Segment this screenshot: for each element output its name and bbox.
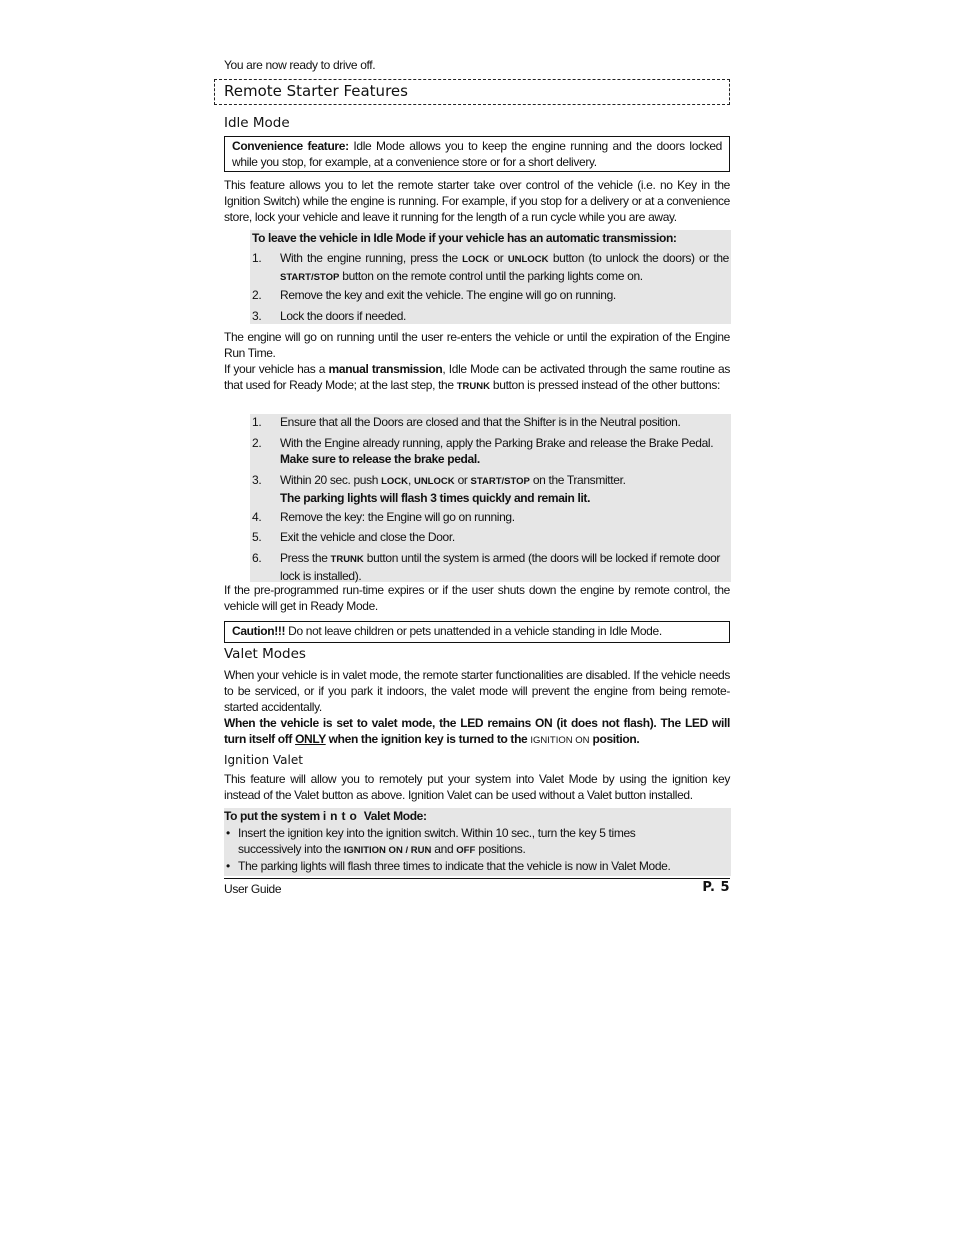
caution-label: Caution!!! bbox=[232, 624, 286, 638]
intro-text: You are now ready to drive off. bbox=[224, 58, 376, 72]
valet-paragraph-2: This feature will allow you to remotely put your system into Valet Mode by using the ignition key instead of the Valet button as above. Ignition Valet can be used without a Valet button installed. bbox=[224, 772, 730, 802]
valet-steps-title: To put the system into Valet Mode: bbox=[224, 809, 427, 823]
bullet-icon: • bbox=[226, 859, 230, 873]
idle-paragraph-4: If the pre-programmed run-time expires or if the user shuts down the engine by remote control, the vehicle will get in Ready Mode. bbox=[224, 583, 730, 613]
idle-paragraph-3: If your vehicle has a manual transmission, Idle Mode can be activated through the same routine as that used for Ready Mode; at the last step, the TRUNK button is pressed instead of the other buttons: bbox=[224, 362, 730, 392]
idle-paragraph-2: The engine will go on running until the user re-enters the vehicle or until the expiration of the Engine Run Time. bbox=[224, 330, 730, 360]
ignition-valet-heading: Ignition Valet bbox=[224, 753, 303, 767]
convenience-label: Convenience feature: bbox=[232, 139, 349, 153]
footer-rule bbox=[224, 878, 730, 879]
section-title: Remote Starter Features bbox=[224, 82, 408, 100]
valet-modes-heading: Valet Modes bbox=[224, 646, 306, 662]
valet-led-note: When the vehicle is set to valet mode, the LED remains ON (it does not flash). The LED will turn itself off ONLY when the ignition key is turned to the IGNITION ON position. bbox=[224, 716, 730, 746]
idle-paragraph-1: This feature allows you to let the remote starter take over control of the vehicle (i.e. no Key in the Ignition Switch) while the engine is running. For example, if you stop for a delivery or at a convenience store, lock your vehicle and leave it running for the length of a run cycle while you are away. bbox=[224, 178, 730, 224]
caution-text: Do not leave children or pets unattended in a vehicle standing in Idle Mode. bbox=[285, 624, 662, 638]
bullet-icon: • bbox=[226, 826, 230, 840]
footer-left: User Guide bbox=[224, 882, 282, 896]
caution-box bbox=[224, 621, 730, 643]
convenience-box bbox=[224, 136, 730, 172]
auto-steps-title: To leave the vehicle in Idle Mode if your vehicle has an automatic transmission: bbox=[252, 231, 677, 245]
page-number: P. 5 bbox=[702, 880, 730, 895]
convenience-text: Idle Mode allows you to keep the engine running and the doors locked while you stop, for example, at a convenience store or for a short delivery. bbox=[232, 139, 722, 169]
idle-mode-heading: Idle Mode bbox=[224, 115, 290, 131]
valet-paragraph-1: When your vehicle is in valet mode, the remote starter functionalities are disabled. If the vehicle needs to be serviced, or if you park it indoors, the valet mode will prevent the engine from being remote-started accidentally. bbox=[224, 668, 730, 714]
